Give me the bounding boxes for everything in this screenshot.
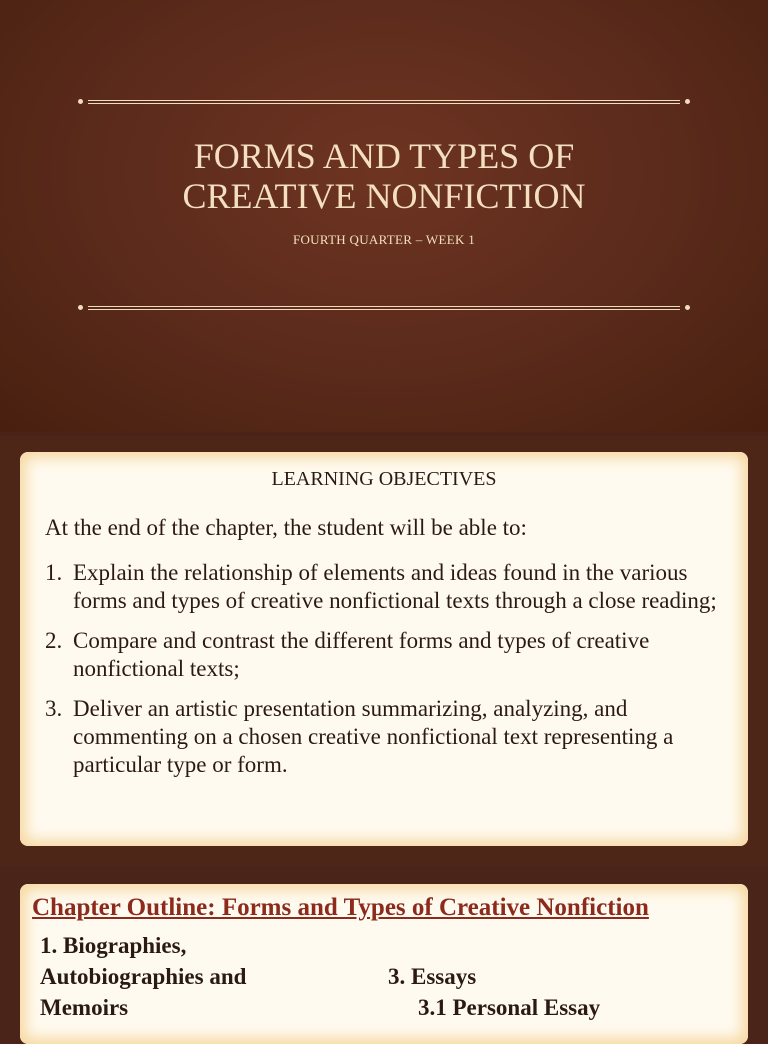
outline-card [20,884,748,1044]
objective-number: 2. [45,628,63,653]
outline-item-biographies: 1. Biographies, Autobiographies and Memoirs [40,933,247,1020]
title-line-2: CREATIVE NONFICTION [182,176,586,216]
objective-text: Deliver an artistic presentation summarizing, analyzing, and commenting on a chosen creative nonfictional text representing a particular type or form. [73,696,674,777]
objectives-intro: At the end of the chapter, the student will be able to: [45,515,527,540]
bottom-divider [78,305,690,311]
outline-item-essays: 3. Essays [388,964,477,989]
slide-title [0,136,768,216]
top-divider [78,99,690,105]
objective-text: Compare and contrast the different forms and types of creative nonfictional texts; [73,628,650,681]
objective-number: 1. [45,560,63,585]
objective-number: 3. [45,696,63,721]
title-slide [0,0,768,432]
title-line-1: FORMS AND TYPES OF [193,136,575,176]
outline-heading: Chapter Outline: Forms and Types of Creative Nonfiction [32,894,649,921]
objective-item [45,695,735,779]
objective-text: Explain the relationship of elements and ideas found in the various forms and types of creative nonfictional texts through a close reading; [73,560,717,613]
objectives-card [20,452,748,846]
objective-item [45,627,735,683]
outline-subitem-personal-essay: 3.1 Personal Essay [418,995,601,1020]
slide-subtitle: FOURTH QUARTER – WEEK 1 [292,232,476,247]
objectives-heading: LEARNING OBJECTIVES [271,468,497,490]
objective-item [45,559,735,615]
objectives-list [45,559,735,791]
